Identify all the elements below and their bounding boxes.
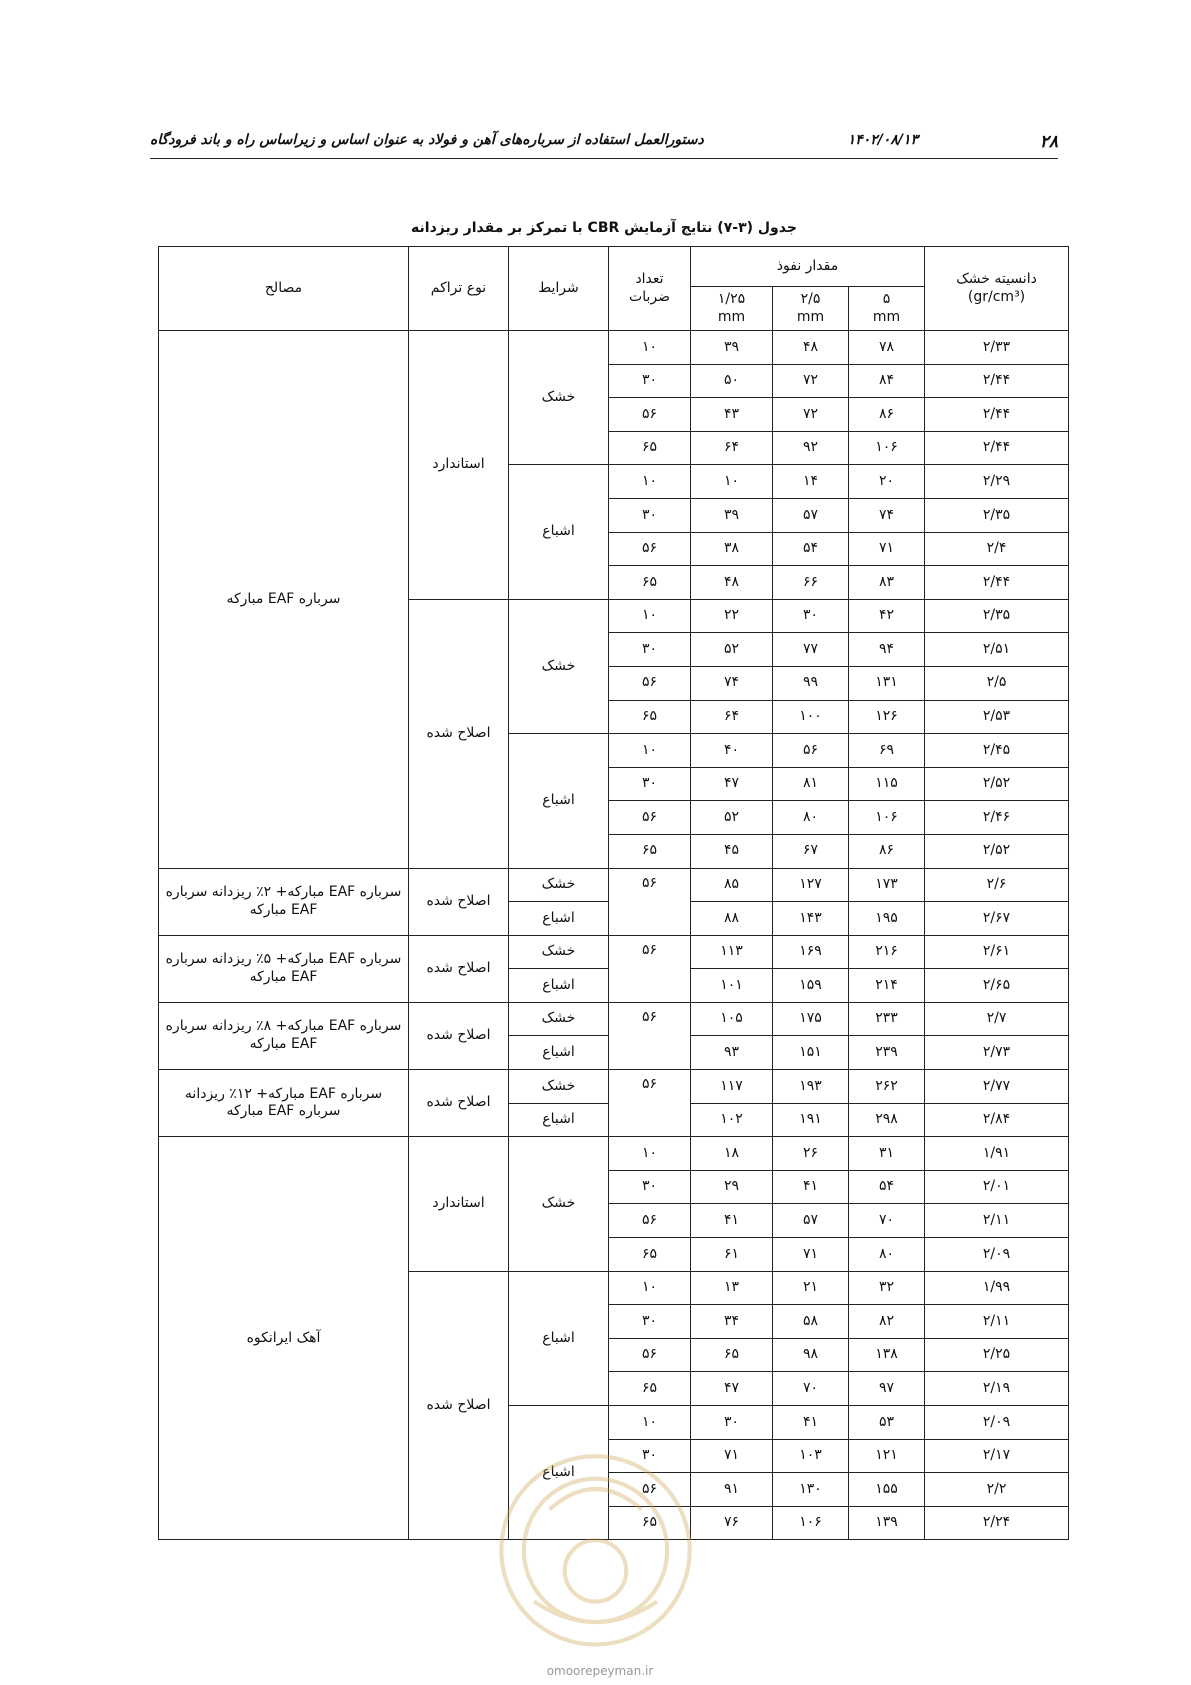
table-cell: ۲/۱۹ bbox=[925, 1372, 1069, 1406]
table-cell: ۵۴ bbox=[849, 1170, 925, 1204]
table-cell: ۹۴ bbox=[849, 633, 925, 667]
table-cell: ۵۴ bbox=[773, 532, 849, 566]
table-cell: ۳۹ bbox=[691, 331, 773, 365]
table-cell: ۸۰ bbox=[773, 801, 849, 835]
table-cell: ۱۵۹ bbox=[773, 969, 849, 1003]
table-cell: ۸۱ bbox=[773, 767, 849, 801]
table-cell: ۳۹ bbox=[691, 498, 773, 532]
table-row bbox=[159, 868, 1069, 902]
table-cell: ۵۶ bbox=[609, 1473, 691, 1507]
table-cell: ۷۴ bbox=[849, 498, 925, 532]
table-cell: ۹۱ bbox=[691, 1473, 773, 1507]
table-cell: ۲۳۳ bbox=[849, 1002, 925, 1036]
material-header: مصالح bbox=[159, 247, 409, 331]
table-cell: ۱۰ bbox=[609, 331, 691, 365]
table-cell: ۱۹۳ bbox=[773, 1070, 849, 1104]
condition-cell: خشک bbox=[509, 1002, 609, 1036]
condition-cell: خشک bbox=[509, 599, 609, 733]
table-cell: ۲/۱۱ bbox=[925, 1204, 1069, 1238]
table-cell: ۲/۴۴ bbox=[925, 364, 1069, 398]
table-cell: ۲/۴۶ bbox=[925, 801, 1069, 835]
table-cell: ۲۱۴ bbox=[849, 969, 925, 1003]
condition-cell: اشباع bbox=[509, 969, 609, 1003]
table-cell: ۵۶ bbox=[609, 1204, 691, 1238]
table-cell: ۱/۹۱ bbox=[925, 1137, 1069, 1171]
table-cell: ۴۱ bbox=[773, 1406, 849, 1440]
table-cell: ۸۳ bbox=[849, 566, 925, 600]
table-cell: ۶۴ bbox=[691, 700, 773, 734]
compaction-cell: اصلاح شده bbox=[409, 1002, 509, 1069]
table-cell: ۱۲۷ bbox=[773, 868, 849, 902]
table-cell: ۱۴۳ bbox=[773, 902, 849, 936]
table-cell: ۱۷۵ bbox=[773, 1002, 849, 1036]
table-cell: ۵۲ bbox=[691, 633, 773, 667]
table-cell: ۱۱۷ bbox=[691, 1070, 773, 1104]
table-cell: ۶۶ bbox=[773, 566, 849, 600]
table-cell: ۲۳۹ bbox=[849, 1036, 925, 1070]
table-cell: ۳۰ bbox=[609, 364, 691, 398]
table-cell: ۵۰ bbox=[691, 364, 773, 398]
condition-cell: اشباع bbox=[509, 1103, 609, 1137]
condition-cell: خشک bbox=[509, 1137, 609, 1271]
table-cell: ۵۸ bbox=[773, 1305, 849, 1339]
table-cell: ۲۹ bbox=[691, 1170, 773, 1204]
table-cell: ۲/۶۵ bbox=[925, 969, 1069, 1003]
table-cell: ۲/۱۷ bbox=[925, 1439, 1069, 1473]
compaction-header: نوع تراکم bbox=[409, 247, 509, 331]
material-cell: سرباره EAF مبارکه bbox=[159, 331, 409, 869]
table-cell: ۲/۲ bbox=[925, 1473, 1069, 1507]
compaction-cell: اصلاح شده bbox=[409, 599, 509, 868]
table-cell: ۱۰ bbox=[609, 1271, 691, 1305]
table-cell: ۲/۵۲ bbox=[925, 767, 1069, 801]
table-cell: ۱۳۹ bbox=[849, 1506, 925, 1540]
table-cell: ۱۳۱ bbox=[849, 666, 925, 700]
header-date: ۱۴۰۲/۰۸/۱۳ bbox=[847, 132, 918, 148]
table-row bbox=[159, 1070, 1069, 1104]
table-cell: ۴۵ bbox=[691, 834, 773, 868]
watermark-seal-icon bbox=[493, 1448, 698, 1663]
table-cell: ۳۲ bbox=[849, 1271, 925, 1305]
table-cell: ۶۵ bbox=[609, 1238, 691, 1272]
table-cell: ۷۰ bbox=[849, 1204, 925, 1238]
table-cell: ۵۶ bbox=[609, 801, 691, 835]
table-cell: ۸۰ bbox=[849, 1238, 925, 1272]
table-cell: ۱۳۰ bbox=[773, 1473, 849, 1507]
table-cell: ۲/۳۳ bbox=[925, 331, 1069, 365]
table-cell: ۱۳۸ bbox=[849, 1338, 925, 1372]
table-cell: ۸۴ bbox=[849, 364, 925, 398]
table-cell: ۹۹ bbox=[773, 666, 849, 700]
condition-cell: اشباع bbox=[509, 1406, 609, 1540]
table-cell: ۷۲ bbox=[773, 364, 849, 398]
header-title: دستورالعمل استفاده از سرباره‌های آهن و فولاد به عنوان اساس و زیراساس راه و باند فرودگاه bbox=[150, 132, 704, 148]
table-cell: ۲/۰۹ bbox=[925, 1238, 1069, 1272]
table-cell: ۷۱ bbox=[849, 532, 925, 566]
compaction-cell: استاندارد bbox=[409, 331, 509, 600]
table-cell: ۵۶ bbox=[773, 734, 849, 768]
table-cell: ۱۰۶ bbox=[773, 1506, 849, 1540]
table-cell: ۴۷ bbox=[691, 1372, 773, 1406]
density-header: دانسیته خشک (gr/cm³) bbox=[925, 247, 1069, 331]
table-cell: ۱۲۶ bbox=[849, 700, 925, 734]
table-cell: ۱۰۱ bbox=[691, 969, 773, 1003]
condition-cell: اشباع bbox=[509, 902, 609, 936]
table-cell: ۴۸ bbox=[691, 566, 773, 600]
table-cell: ۲/۴۵ bbox=[925, 734, 1069, 768]
table-cell: ۳۰ bbox=[609, 767, 691, 801]
table-cell: ۷۸ bbox=[849, 331, 925, 365]
table-cell: ۴۳ bbox=[691, 398, 773, 432]
blows-cell: ۵۶ bbox=[609, 1070, 691, 1137]
density-unit: (gr/cm³) bbox=[967, 288, 1026, 305]
condition-cell: اشباع bbox=[509, 734, 609, 868]
penetration-5mm-header: ۵ mm bbox=[849, 287, 925, 331]
table-cell: ۴۸ bbox=[773, 331, 849, 365]
table-cell: ۸۲ bbox=[849, 1305, 925, 1339]
table-cell: ۱۰۲ bbox=[691, 1103, 773, 1137]
table-cell: ۱/۹۹ bbox=[925, 1271, 1069, 1305]
condition-cell: خشک bbox=[509, 1070, 609, 1104]
table-cell: ۱۰ bbox=[609, 599, 691, 633]
table-cell: ۱۷۳ bbox=[849, 868, 925, 902]
table-cell: ۹۳ bbox=[691, 1036, 773, 1070]
page-header bbox=[150, 128, 1058, 159]
table-cell: ۱۲۱ bbox=[849, 1439, 925, 1473]
page-number: ۲۸ bbox=[1039, 132, 1058, 152]
table-caption: جدول (۳-۷) نتایج آزمایش CBR با تمرکز بر مقدار ریزدانه bbox=[411, 220, 797, 236]
table-cell: ۹۲ bbox=[773, 431, 849, 465]
table-cell: ۲/۸۴ bbox=[925, 1103, 1069, 1137]
table-cell: ۱۹۵ bbox=[849, 902, 925, 936]
table-cell: ۲/۴ bbox=[925, 532, 1069, 566]
table-cell: ۴۱ bbox=[773, 1170, 849, 1204]
table-cell: ۸۶ bbox=[849, 398, 925, 432]
table-cell: ۷۷ bbox=[773, 633, 849, 667]
table-cell: ۲/۷ bbox=[925, 1002, 1069, 1036]
table-cell: ۶۵ bbox=[609, 700, 691, 734]
table-cell: ۲/۵۱ bbox=[925, 633, 1069, 667]
table-cell: ۱۰۶ bbox=[849, 801, 925, 835]
table-cell: ۳۰ bbox=[609, 498, 691, 532]
table-cell: ۱۰ bbox=[691, 465, 773, 499]
table-cell: ۱۰۶ bbox=[849, 431, 925, 465]
table-cell: ۱۵۱ bbox=[773, 1036, 849, 1070]
table-cell: ۵۷ bbox=[773, 498, 849, 532]
condition-cell: خشک bbox=[509, 935, 609, 969]
table-cell: ۴۲ bbox=[849, 599, 925, 633]
table-cell: ۳۰ bbox=[691, 1406, 773, 1440]
material-cell: آهک ایرانکوه bbox=[159, 1137, 409, 1540]
table-cell: ۲۰ bbox=[849, 465, 925, 499]
compaction-cell: اصلاح شده bbox=[409, 1271, 509, 1540]
table-cell: ۲۲ bbox=[691, 599, 773, 633]
table-cell: ۹۷ bbox=[849, 1372, 925, 1406]
condition-cell: اشباع bbox=[509, 1036, 609, 1070]
table-cell: ۵۶ bbox=[609, 398, 691, 432]
table-cell: ۶۵ bbox=[691, 1338, 773, 1372]
table-cell: ۲/۰۱ bbox=[925, 1170, 1069, 1204]
table-cell: ۱۶۹ bbox=[773, 935, 849, 969]
table-cell: ۲۶ bbox=[773, 1137, 849, 1171]
table-cell: ۶۵ bbox=[609, 431, 691, 465]
table-cell: ۶۱ bbox=[691, 1238, 773, 1272]
material-cell: سرباره EAF مبارکه+ ۲٪ ریزدانه سرباره EAF مبارکه bbox=[159, 868, 409, 935]
table-cell: ۳۰ bbox=[609, 633, 691, 667]
table-cell: ۲۹۸ bbox=[849, 1103, 925, 1137]
table-cell: ۲/۲۵ bbox=[925, 1338, 1069, 1372]
table-cell: ۵۶ bbox=[609, 532, 691, 566]
compaction-cell: اصلاح شده bbox=[409, 935, 509, 1002]
table-row bbox=[159, 935, 1069, 969]
table-cell: ۵۶ bbox=[609, 1338, 691, 1372]
table-cell: ۱۹۱ bbox=[773, 1103, 849, 1137]
table-cell: ۱۰۰ bbox=[773, 700, 849, 734]
blows-header: تعداد ضربات bbox=[609, 247, 691, 331]
table-cell: ۲/۳۵ bbox=[925, 498, 1069, 532]
blows-cell: ۵۶ bbox=[609, 1002, 691, 1069]
table-cell: ۲/۲۹ bbox=[925, 465, 1069, 499]
table-cell: ۸۵ bbox=[691, 868, 773, 902]
table-cell: ۳۰ bbox=[609, 1439, 691, 1473]
table-cell: ۷۴ bbox=[691, 666, 773, 700]
table-cell: ۴۰ bbox=[691, 734, 773, 768]
table-cell: ۲/۶۷ bbox=[925, 902, 1069, 936]
table-cell: ۹۸ bbox=[773, 1338, 849, 1372]
material-cell: سرباره EAF مبارکه+ ۱۲٪ ریزدانه سرباره EAF مبارکه bbox=[159, 1070, 409, 1137]
table-cell: ۲۱ bbox=[773, 1271, 849, 1305]
table-cell: ۱۰ bbox=[609, 1406, 691, 1440]
table-cell: ۱۸ bbox=[691, 1137, 773, 1171]
penetration-2.5mm-header: ۲/۵ mm bbox=[773, 287, 849, 331]
penetration-1.25mm-header: ۱/۲۵ mm bbox=[691, 287, 773, 331]
table-cell: ۲/۴۴ bbox=[925, 431, 1069, 465]
table-row bbox=[159, 331, 1069, 365]
table-cell: ۱۰ bbox=[609, 1137, 691, 1171]
table-cell: ۵۷ bbox=[773, 1204, 849, 1238]
table-cell: ۲/۵۳ bbox=[925, 700, 1069, 734]
condition-cell: خشک bbox=[509, 868, 609, 902]
cbr-results-table bbox=[158, 246, 1069, 1540]
table-cell: ۱۱۳ bbox=[691, 935, 773, 969]
table-row bbox=[159, 1137, 1069, 1171]
table-cell: ۲/۰۹ bbox=[925, 1406, 1069, 1440]
condition-cell: اشباع bbox=[509, 465, 609, 599]
table-cell: ۵۳ bbox=[849, 1406, 925, 1440]
table-cell: ۳۰ bbox=[609, 1170, 691, 1204]
material-cell: سرباره EAF مبارکه+ ۵٪ ریزدانه سرباره EAF مبارکه bbox=[159, 935, 409, 1002]
table-cell: ۱۵۵ bbox=[849, 1473, 925, 1507]
table-cell: ۷۲ bbox=[773, 398, 849, 432]
condition-cell: خشک bbox=[509, 331, 609, 465]
table-cell: ۱۰۳ bbox=[773, 1439, 849, 1473]
table-cell: ۱۱۵ bbox=[849, 767, 925, 801]
table-cell: ۲/۴۴ bbox=[925, 398, 1069, 432]
table-cell: ۸۶ bbox=[849, 834, 925, 868]
compaction-cell: اصلاح شده bbox=[409, 1070, 509, 1137]
table-cell: ۲/۵ bbox=[925, 666, 1069, 700]
table-cell: ۵۶ bbox=[609, 666, 691, 700]
table-cell: ۳۸ bbox=[691, 532, 773, 566]
blows-cell: ۵۶ bbox=[609, 868, 691, 935]
blows-cell: ۵۶ bbox=[609, 935, 691, 1002]
compaction-cell: اصلاح شده bbox=[409, 868, 509, 935]
table-cell: ۶۵ bbox=[609, 1506, 691, 1540]
table-cell: ۶۵ bbox=[609, 1372, 691, 1406]
table-cell: ۷۶ bbox=[691, 1506, 773, 1540]
table-cell: ۲۶۲ bbox=[849, 1070, 925, 1104]
table-cell: ۷۱ bbox=[691, 1439, 773, 1473]
table-cell: ۶۴ bbox=[691, 431, 773, 465]
condition-header: شرایط bbox=[509, 247, 609, 331]
table-cell: ۲/۲۴ bbox=[925, 1506, 1069, 1540]
table-cell: ۳۱ bbox=[849, 1137, 925, 1171]
table-cell: ۱۴ bbox=[773, 465, 849, 499]
condition-cell: اشباع bbox=[509, 1271, 609, 1405]
table-cell: ۲/۷۷ bbox=[925, 1070, 1069, 1104]
table-cell: ۶۹ bbox=[849, 734, 925, 768]
table-cell: ۲/۵۲ bbox=[925, 834, 1069, 868]
footer-site: omoorepeyman.ir bbox=[546, 1664, 654, 1678]
compaction-cell: استاندارد bbox=[409, 1137, 509, 1271]
table-cell: ۲/۶ bbox=[925, 868, 1069, 902]
table-row bbox=[159, 1002, 1069, 1036]
table-cell: ۲/۴۴ bbox=[925, 566, 1069, 600]
table-cell: ۷۱ bbox=[773, 1238, 849, 1272]
table-cell: ۴۱ bbox=[691, 1204, 773, 1238]
table-cell: ۶۷ bbox=[773, 834, 849, 868]
table-cell: ۶۵ bbox=[609, 834, 691, 868]
table-cell: ۲/۶۱ bbox=[925, 935, 1069, 969]
table-cell: ۱۰ bbox=[609, 734, 691, 768]
table-cell: ۶۵ bbox=[609, 566, 691, 600]
table-cell: ۸۸ bbox=[691, 902, 773, 936]
table-cell: ۱۰۵ bbox=[691, 1002, 773, 1036]
table-cell: ۱۰ bbox=[609, 465, 691, 499]
table-cell: ۵۲ bbox=[691, 801, 773, 835]
table-cell: ۱۳ bbox=[691, 1271, 773, 1305]
table-cell: ۷۰ bbox=[773, 1372, 849, 1406]
table-cell: ۲/۳۵ bbox=[925, 599, 1069, 633]
table-cell: ۲/۱۱ bbox=[925, 1305, 1069, 1339]
table-cell: ۳۴ bbox=[691, 1305, 773, 1339]
table-cell: ۲/۷۳ bbox=[925, 1036, 1069, 1070]
penetration-header: مقدار نفوذ bbox=[691, 247, 925, 287]
table-cell: ۲۱۶ bbox=[849, 935, 925, 969]
table-cell: ۴۷ bbox=[691, 767, 773, 801]
material-cell: سرباره EAF مبارکه+ ۸٪ ریزدانه سرباره EAF مبارکه bbox=[159, 1002, 409, 1069]
table-cell: ۳۰ bbox=[609, 1305, 691, 1339]
table-cell: ۳۰ bbox=[773, 599, 849, 633]
